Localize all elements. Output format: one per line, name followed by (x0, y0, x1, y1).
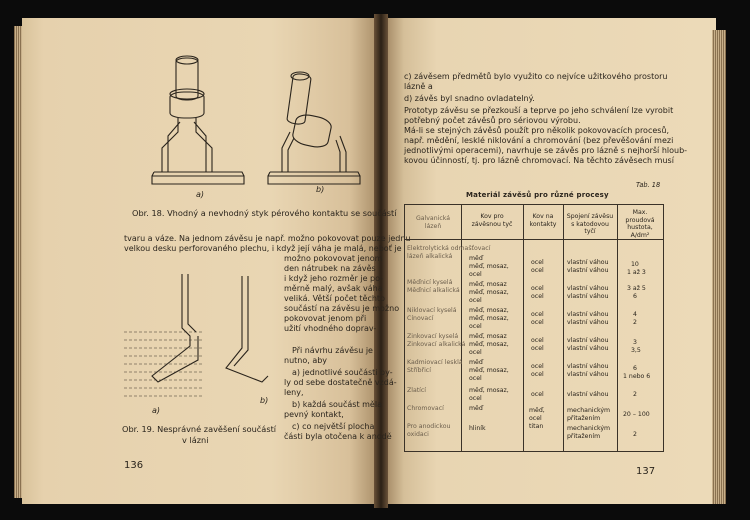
cell-contact-2a: ocel (531, 285, 544, 292)
table-title: Materiál závěsů pro různé procesy (466, 191, 609, 199)
left-list-line2: ly od sebe dostatečně vzdá- (284, 378, 397, 387)
right-para-line3: d) závěs byl snadno ovladatelný. (404, 94, 535, 103)
right-para-line9: kovou účinností, tj. pro lázně chromovací. Na těchto závěsech musí (404, 156, 674, 165)
right-para-line1: c) závěsem předmětů bylo využito co nejvíce užitkového prostoru (404, 72, 668, 81)
table-header-rod: Kov pro závěsnou tyč (471, 213, 513, 228)
cell-conn-4b: vlastní váhou (567, 345, 609, 352)
cell-conn-2a: vlastní váhou (567, 285, 609, 292)
left-page-number: 136 (124, 460, 144, 471)
right-page-number: 137 (636, 466, 656, 477)
right-para-line4: Prototyp závěsu se přezkouší a teprve po jeho schválení lze vyrobit (404, 106, 674, 115)
fig18-label-a: a) (196, 190, 205, 199)
cell-bath-6a: Zlatící (407, 387, 427, 394)
cell-rod-6a: měď, mosaz, (469, 387, 509, 394)
left-list-line7: části byla otočena k anodě (284, 432, 392, 441)
cell-conn-6a: vlastní váhou (567, 391, 609, 398)
right-para-line5: potřebný počet závěsů pro sériovou výrobu. (404, 116, 581, 125)
left-para3-line2: nutno, aby (284, 356, 328, 365)
left-para2-line6: součástí na závěsu je možno (284, 304, 400, 313)
left-list-line4: b) každá součást měla (292, 400, 382, 409)
cell-rod-5c: ocel (469, 375, 482, 382)
materials-table (404, 204, 664, 452)
cell-conn-7a: mechanickým (567, 407, 611, 414)
fig19-caption-line2: v lázni (182, 435, 209, 445)
cell-max-3a: 4 (633, 311, 637, 318)
right-para-line7: např. mědění, lesklé niklování a chromování (bez převěšování mezi (404, 136, 674, 145)
cell-contact-7b: ocel (529, 415, 542, 422)
left-para2-line3: i když jeho rozměr je po- (284, 274, 384, 283)
cell-conn-3b: vlastní váhou (567, 319, 609, 326)
left-list-line1: a) jednotlivé součásti by- (292, 368, 393, 377)
cell-rod-4c: ocel (469, 349, 482, 356)
cell-contact-3b: ocel (531, 319, 544, 326)
cell-rod-4a: měď, mosaz (469, 333, 507, 340)
cell-contact-3a: ocel (531, 311, 544, 318)
cell-rod-3a: měď, mosaz, (469, 307, 509, 314)
cell-conn-2b: vlastní váhou (567, 293, 609, 300)
cell-rod-8a: hliník (469, 425, 486, 432)
cell-conn-5b: vlastní váhou (567, 371, 609, 378)
cell-conn-8a: mechanickým (567, 425, 611, 432)
cell-conn-7b: přitažením (567, 415, 601, 422)
cell-rod-1b: měď, mosaz, (469, 263, 509, 270)
cell-max-6a: 2 (633, 391, 637, 398)
cell-rod-3b: měď, mosaz, (469, 315, 509, 322)
cell-conn-4a: vlastní váhou (567, 337, 609, 344)
cell-conn-1a: vlastní váhou (567, 259, 609, 266)
cell-max-7a: 20 – 100 (623, 411, 650, 418)
left-para2-line7: pokovovat jenom při (284, 314, 367, 323)
left-para1-line1: tvaru a váze. Na jednom závěsu je např. možno pokovovat pouze jednu (124, 234, 411, 243)
cell-contact-4a: ocel (531, 337, 544, 344)
left-para1-line2: velkou desku perforovaného plechu, i když její váha je malá, neboť je (124, 244, 402, 253)
left-para2-line5: veliká. Větší počet těchto (284, 294, 385, 303)
cell-contact-7a: měď, (529, 407, 545, 414)
right-para-line6: Má-li se stejných závěsů použít pro několik pokovovacích procesů, (404, 126, 670, 135)
cell-contact-8a: titan (529, 423, 544, 430)
cell-contact-5a: ocel (531, 363, 544, 370)
cell-rod-1a: měď (469, 255, 483, 262)
cell-rod-7a: měď (469, 405, 483, 412)
cell-contact-1a: ocel (531, 259, 544, 266)
left-list-line5: pevný kontakt, (284, 410, 344, 419)
cell-max-2a: 3 až 5 (627, 285, 646, 292)
cell-bath-5a: Kadmiovací lesklá (407, 359, 463, 366)
cell-bath-3a: Niklovací kyselá (407, 307, 457, 314)
figure-18-drawing (140, 52, 380, 202)
right-page-edges (712, 30, 726, 504)
cell-contact-1b: ocel (531, 267, 544, 274)
cell-bath-7a: Chromovací (407, 405, 444, 412)
cell-rod-5b: měď, mosaz, (469, 367, 509, 374)
left-para2-line2: den nátrubek na závěs (284, 264, 376, 273)
cell-bath-5b: Stříbřicí (407, 367, 431, 374)
cell-bath-3b: Cínovací (407, 315, 434, 322)
cell-contact-4b: ocel (531, 345, 544, 352)
cell-bath-2a: Měďnicí kyselá (407, 279, 453, 286)
right-para-line2: lázně a (404, 82, 433, 91)
cell-rod-6b: ocel (469, 395, 482, 402)
cell-bath-8b: oxidaci (407, 431, 429, 438)
left-para2-line8: užití vhodného doprav- (284, 324, 377, 333)
cell-conn-8b: přitažením (567, 433, 601, 440)
cell-conn-3a: vlastní váhou (567, 311, 609, 318)
cell-bath-1a: Elektrolytická odmašťovací (407, 245, 491, 252)
fig19-label-b: b) (260, 396, 269, 405)
cell-max-1b: 1 až 3 (627, 269, 646, 276)
table-label: Tab. 18 (636, 181, 661, 189)
cell-rod-2c: ocel (469, 297, 482, 304)
cell-rod-3c: ocel (469, 323, 482, 330)
cell-max-4b: 3,5 (631, 347, 641, 354)
cell-bath-2b: Měďnicí alkalická (407, 287, 460, 294)
cell-bath-4b: Zinkovací alkalická (407, 341, 466, 348)
cell-conn-5a: vlastní váhou (567, 363, 609, 370)
table-header-max-current: Max. proudová hustota, A/dm² (625, 209, 655, 239)
cell-max-5a: 6 (633, 365, 637, 372)
cell-contact-2b: ocel (531, 293, 544, 300)
cell-bath-4a: Zinkovací kyselá (407, 333, 459, 340)
cell-rod-2b: měď, mosaz, (469, 289, 509, 296)
cell-contact-6a: ocel (531, 391, 544, 398)
cell-conn-1b: vlastní váhou (567, 267, 609, 274)
cell-max-2b: 6 (633, 293, 637, 300)
fig18-caption: Obr. 18. Vhodný a nevhodný styk pérového kontaktu se součástí (132, 208, 397, 218)
cell-max-3b: 2 (633, 319, 637, 326)
cell-bath-1b: lázeň alkalická (407, 253, 453, 260)
cell-max-8a: 2 (633, 431, 637, 438)
left-list-line6: c) co největší plocha (292, 422, 375, 431)
cell-max-1a: 10 (631, 261, 639, 268)
cell-rod-1c: ocel (469, 271, 482, 278)
left-list-line3: leny, (284, 388, 304, 397)
figure-19-drawing (120, 264, 280, 414)
cell-contact-5b: ocel (531, 371, 544, 378)
table-header-contact: Kov na kontakty (529, 213, 557, 228)
cell-rod-4b: měď, mosaz, (469, 341, 509, 348)
cell-max-4a: 3 (633, 339, 637, 346)
right-para-line8: jednotlivými operacemi), navrhuje se závěs pro lázně s nejhorší hloub- (404, 146, 688, 155)
table-header-connection: Spojení závěsu s katodovou tyčí (566, 213, 614, 236)
cell-rod-5a: měď (469, 359, 483, 366)
cell-max-5b: 1 nebo 6 (623, 373, 651, 380)
cell-rod-2a: měď, mosaz (469, 281, 507, 288)
left-para3-line1: Při návrhu závěsu je (292, 346, 373, 355)
cell-bath-8a: Pro anodickou (407, 423, 451, 430)
fig18-label-b: b) (316, 185, 325, 194)
left-para2-line1: možno pokovovat jenom (284, 254, 383, 263)
fig19-label-a: a) (152, 406, 161, 415)
left-para2-line4: měrně malý, avšak váha (284, 284, 383, 293)
table-header-bath: Galvanická lázeň (415, 215, 451, 230)
fig19-caption-line1: Obr. 19. Nesprávné zavěšení součástí (122, 424, 277, 434)
